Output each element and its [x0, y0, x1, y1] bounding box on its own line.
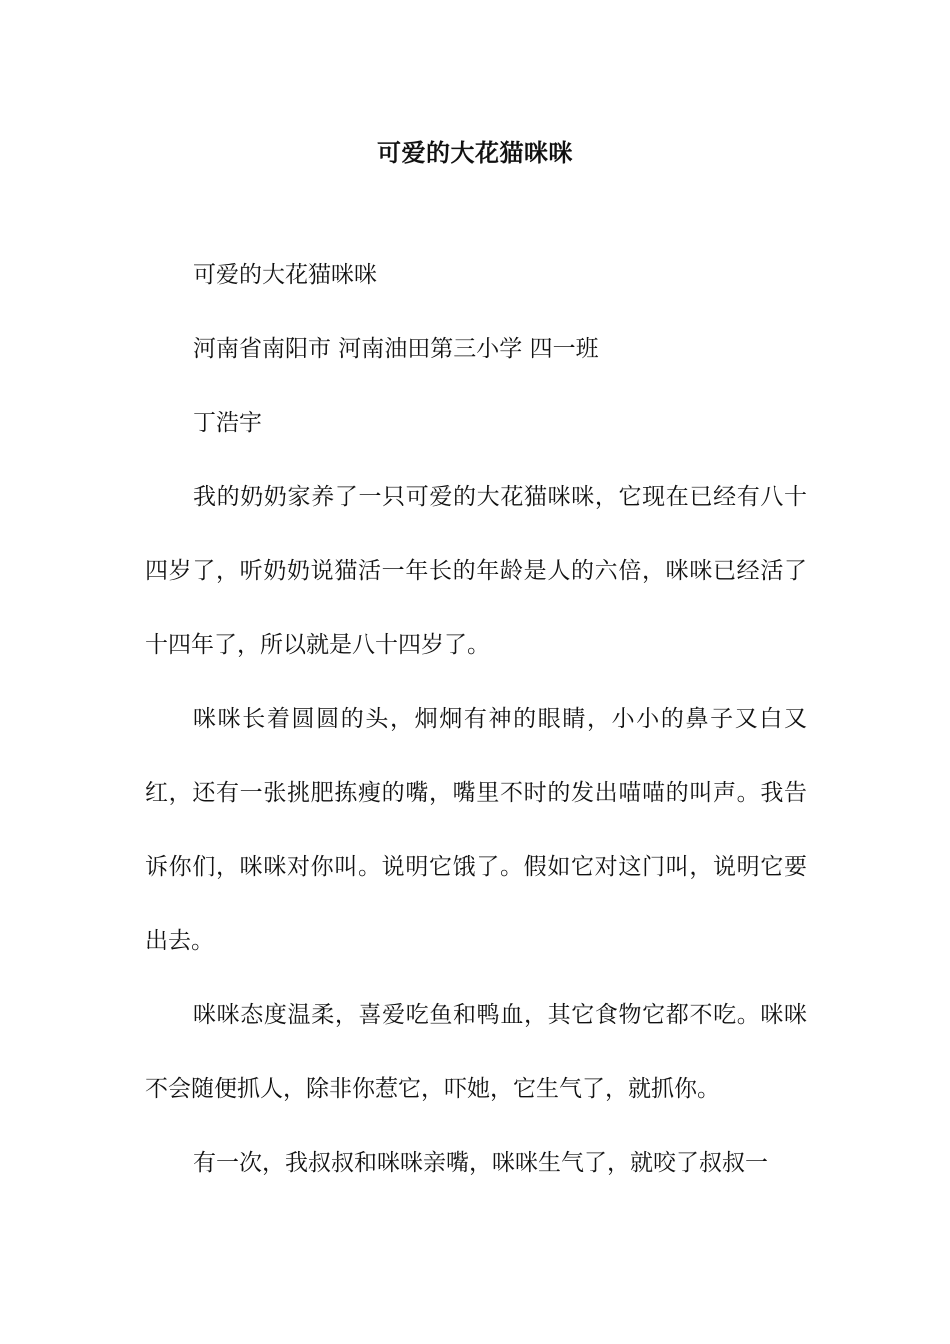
paragraph-appearance: 咪咪长着圆圆的头，炯炯有神的眼睛，小小的鼻子又白又红，还有一张挑肥拣瘦的嘴，嘴里不时的发出喵喵的叫声。我告诉你们，咪咪对你叫。说明它饿了。假如它对这门叫，说明它要出去。 [145, 706, 807, 954]
paragraph-temperament: 咪咪态度温柔，喜爱吃鱼和鸭血，其它食物它都不吃。咪咪不会随便抓人，除非你惹它，吓她，它生气了，就抓你。 [145, 1002, 807, 1102]
paragraph-author: 丁浩宇 [193, 410, 262, 436]
paragraph-subtitle: 可爱的大花猫咪咪 [193, 262, 377, 288]
document-title: 可爱的大花猫咪咪 [377, 138, 573, 167]
paragraph-story: 有一次，我叔叔和咪咪亲嘴，咪咪生气了，就咬了叔叔一 [193, 1150, 768, 1176]
paragraph-intro: 我的奶奶家养了一只可爱的大花猫咪咪，它现在已经有八十四岁了，听奶奶说猫活一年长的年龄是人的六倍，咪咪已经活了十四年了，所以就是八十四岁了。 [145, 484, 807, 658]
paragraph-school: 河南省南阳市 河南油田第三小学 四一班 [193, 336, 599, 362]
